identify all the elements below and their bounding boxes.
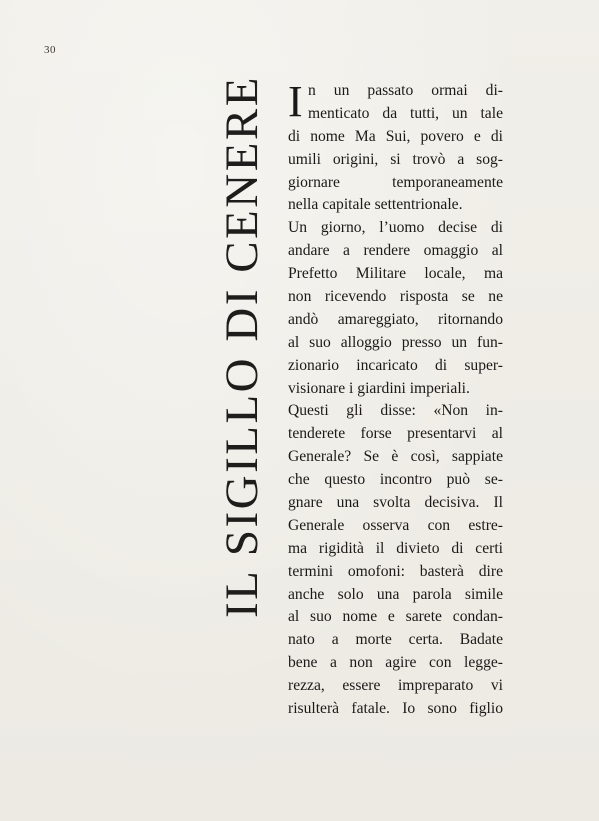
drop-cap: I — [288, 77, 303, 126]
text-line: nella capitale settentrionale. — [288, 196, 463, 214]
chapter-title: IL SIGILLO DI CENERE — [216, 75, 268, 618]
text-line: rezza, essere impreparato vi — [288, 677, 503, 695]
text-line: umili origini, si trovò a sog- — [288, 150, 503, 168]
chapter-title-container — [212, 75, 272, 618]
text-line: visionare i giardini imperiali. — [288, 379, 470, 397]
text-line: andò amareggiato, ritornando — [288, 310, 503, 328]
text-line: Un giorno, l’uomo decise di — [288, 219, 503, 237]
text-line: al suo alloggio presso un fun- — [288, 333, 503, 351]
text-line: tenderete forse presentarvi al — [288, 425, 503, 443]
text-line: risulterà fatale. Io sono figlio — [288, 700, 503, 718]
text-line: Prefetto Militare locale, ma — [288, 265, 503, 283]
text-line: giornare temporaneamente — [288, 173, 503, 191]
text-line: n un passato ormai di- — [308, 82, 503, 99]
text-line: non ricevendo risposta se ne — [288, 288, 503, 306]
text-line: zionario incaricato di super- — [288, 356, 503, 374]
text-line: che questo incontro può se- — [288, 471, 503, 489]
body-text — [288, 77, 503, 721]
text-line: menticato da tutti, un tale — [308, 104, 503, 122]
text-line: ma rigidità il divieto di certi — [288, 539, 503, 557]
text-line: gnare una svolta decisiva. Il — [288, 494, 503, 512]
page-number: 30 — [44, 44, 56, 56]
text-line: al suo nome e sarete condan- — [288, 608, 503, 626]
text-line: Generale osserva con estre- — [288, 516, 503, 534]
text-line: di nome Ma Sui, povero e di — [288, 127, 503, 145]
text-line: Generale? Se è così, sappiate — [288, 448, 503, 466]
text-line: andare a rendere omaggio al — [288, 242, 503, 260]
text-line: Questi gli disse: «Non in- — [288, 402, 503, 420]
text-line: termini omofoni: basterà dire — [288, 562, 503, 580]
text-line: anche solo una parola simile — [288, 585, 503, 603]
text-line: bene a non agire con legge- — [288, 654, 503, 672]
text-line: nato a morte certa. Badate — [288, 631, 503, 649]
